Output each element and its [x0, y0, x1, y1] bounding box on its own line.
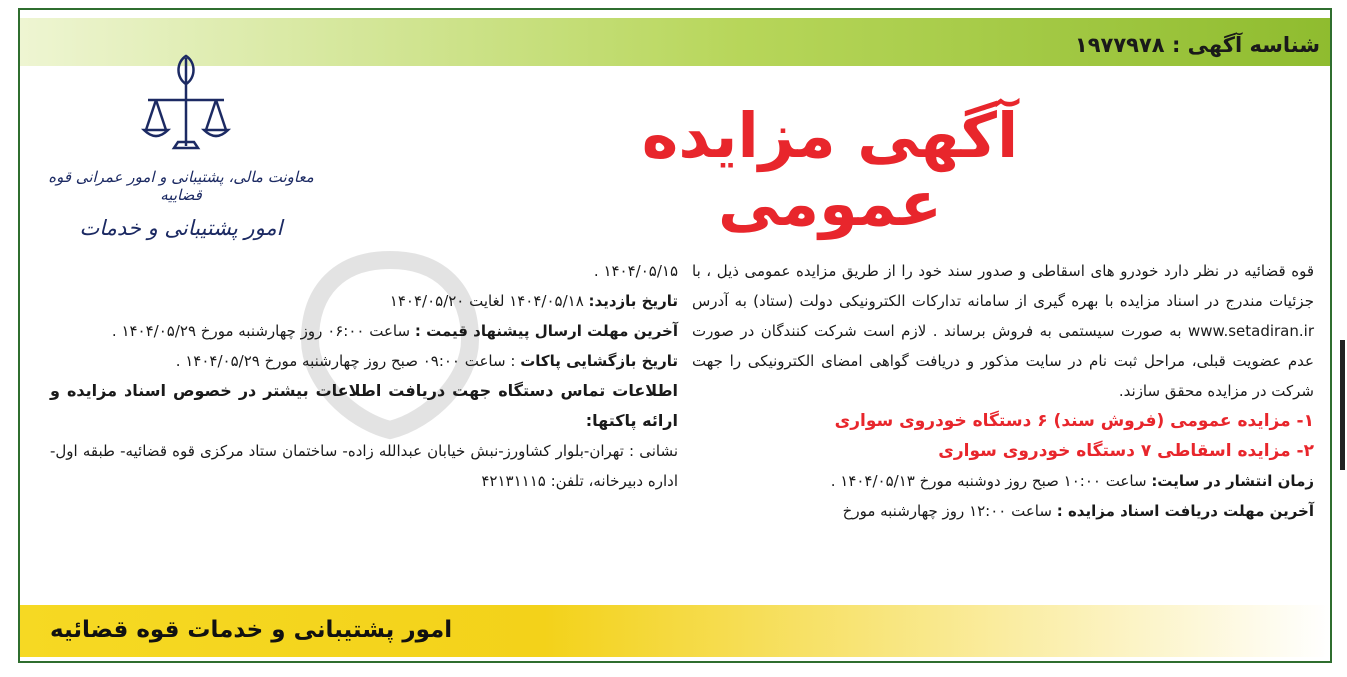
opening-label: تاریخ بازگشایی پاکات: [520, 352, 678, 370]
edge-mark: [1340, 340, 1345, 470]
auction-item-1: ۱- مزایده عمومی (فروش سند) ۶ دستگاه خودروی سواری: [834, 411, 1314, 431]
contact-heading: اطلاعات تماس دستگاه جهت دریافت اطلاعات بیشتر در خصوص اسناد مزایده و ارائه پاکتها:: [50, 381, 678, 430]
bid-deadline-value: ساعت ۰۶:۰۰ روز چهارشنبه مورخ ۱۴۰۴/۰۵/۲۹ .: [111, 322, 411, 340]
docs-deadline: [692, 496, 1314, 526]
contact-address: نشانی : تهران-بلوار کشاورز-نبش خیابان عبدالله زاده- ساختمان ستاد مرکزی قوه قضائیه- طبقه اول- اداره دبیرخانه، تلفن: ۴۲۱۳۱۱۱۵: [50, 442, 678, 490]
publish-time: [692, 466, 1314, 496]
opening-value: : ساعت ۰۹:۰۰ صبح روز چهارشنبه مورخ ۱۴۰۴/۰۵/۲۹ .: [175, 352, 516, 370]
footer-title: امور پشتیبانی و خدمات قوه قضائیه: [50, 617, 453, 643]
visit-label: تاریخ بازدید:: [588, 292, 678, 310]
judiciary-emblem-icon: [136, 50, 236, 160]
body-right-column: [692, 256, 1314, 526]
visit-value: ۱۴۰۴/۰۵/۱۸ لغایت ۱۴۰۴/۰۵/۲۰: [389, 292, 584, 310]
docs-deadline-date: ۱۴۰۴/۰۵/۱۵ .: [593, 262, 678, 280]
visit-date: [50, 286, 678, 316]
publish-value: ساعت ۱۰:۰۰ صبح روز دوشنبه مورخ ۱۴۰۴/۰۵/۱۳ .: [830, 472, 1147, 490]
ad-id: [1075, 33, 1320, 57]
docs-deadline-value: ساعت ۱۲:۰۰ روز چهارشنبه مورخ: [842, 502, 1052, 520]
ad-id-value: ۱۹۷۷۹۷۸: [1074, 33, 1165, 57]
publish-label: زمان انتشار در سایت:: [1151, 472, 1314, 490]
footer-bar: [20, 605, 1330, 657]
docs-deadline-label: آخرین مهلت دریافت اسناد مزایده :: [1056, 502, 1314, 520]
opening-date: [50, 346, 678, 376]
organization-line-1: معاونت مالی، پشتیبانی و امور عمرانی قوه قضاییه: [48, 168, 314, 204]
organization-line-2: امور پشتیبانی و خدمات: [79, 216, 283, 240]
ad-id-label: شناسه آگهی :: [1171, 33, 1320, 57]
ad-frame: [18, 8, 1332, 663]
page-title: آگهی مزایده عمومی: [641, 99, 1019, 241]
bid-deadline-label: آخرین مهلت ارسال پیشنهاد قیمت :: [414, 322, 678, 340]
intro-paragraph: قوه قضائیه در نظر دارد خودرو های اسقاطی و صدور سند خود را از طریق مزایده عمومی ذیل ، با جزئیات مندرج در اسناد مزایده با بهره گیری از سامانه تدارکات الکترونیکی دولت (ستاد) به آدرس www.setadiran.ir به صورت سیستمی به فروش برساند . لازم است شرکت کنندگان در صورت عدم عضویت قبلی، مراحل ثبت نام در سایت مذکور و دریافت گواهی امضای الکترونیکی را جهت شرکت در مزایده محقق سازند.: [692, 262, 1314, 400]
auction-item-2: ۲- مزایده اسقاطی ۷ دستگاه خودروی سواری: [938, 441, 1314, 461]
body-left-column: [50, 256, 678, 496]
bid-deadline: [50, 316, 678, 346]
